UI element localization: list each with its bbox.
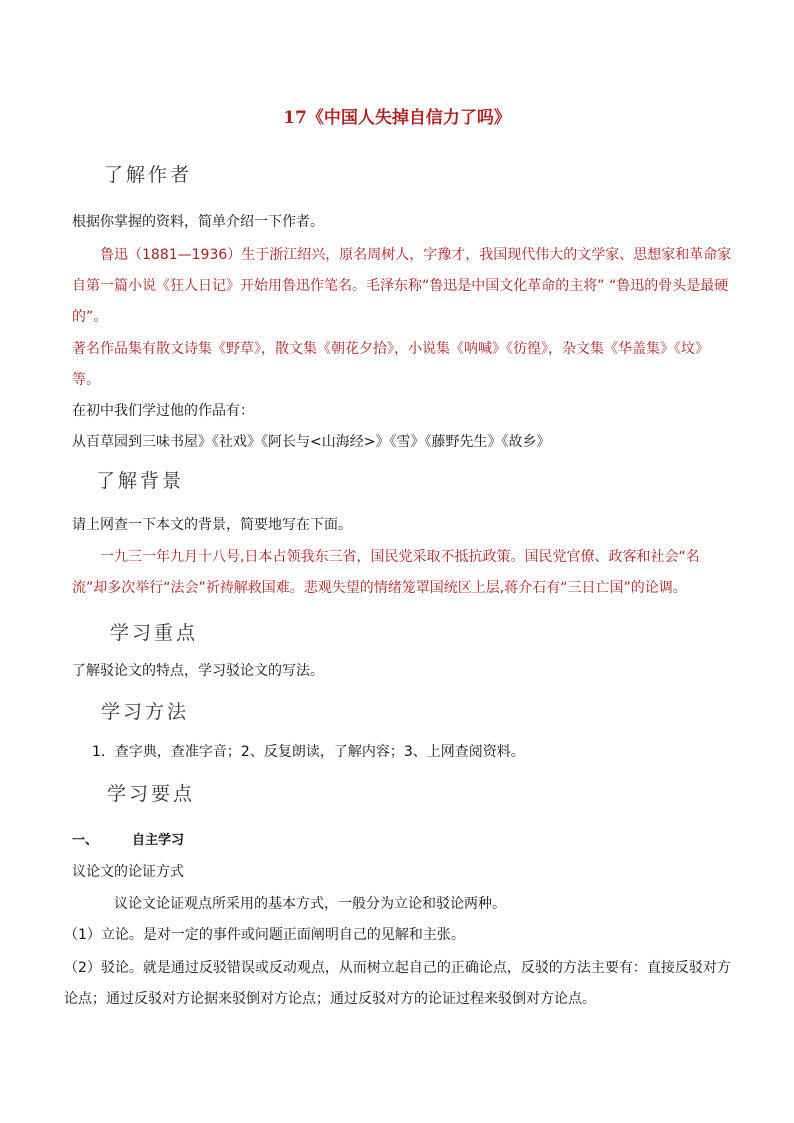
background-prompt: 请上网查一下本文的背景，简要地写在下面。 [72,517,352,533]
points-intro: 议论文论证观点所采用的基本方式，一般分为立论和驳论两种。 [114,896,506,912]
background-text: 一九三一年九月十八号,日本占领我东三省，国民党采取不抵抗政策。国民党官僚、政客和社会“名流”却多次举行“法会”祈祷解救国难。悲观失望的情绪笼罩国统区上层,蒋介石有“三日亡国”的论调。 [72,549,700,596]
points-item-1: （1）立论。是对一定的事件或问题正面阐明自己的见解和主张。 [64,927,465,943]
section-label: 自主学习 [132,833,185,848]
heading-author: 了解作者 [104,164,193,186]
focus-text: 了解驳论文的特点，学习驳论文的写法。 [72,663,324,679]
heading-method: 学习方法 [101,701,190,723]
learned-works: 从百草园到三味书屋》《社戏》《阿长与<山海经>》《雪》《藤野先生》《故乡》 [72,434,551,450]
document-title: 17《中国人失掉自信力了吗》 [283,108,511,128]
section-self-study [72,825,732,856]
author-works: 著名作品集有散文诗集《野草》，散文集《朝花夕拾》，小说集《呐喊》《彷徨》，杂文集《华盖集》《坟》等。 [72,341,709,388]
method-text: 1．查字典，查准字音；2、反复朗读，了解内容；3、上网查阅资料。 [92,744,525,760]
author-prompt: 根据你掌握的资料，简单介绍一下作者。 [72,214,324,230]
points-item-2: （2）驳论。就是通过反驳错误或反动观点，从而树立起自己的正确论点，反驳的方法主要有：直接反驳对方论点；通过反驳对方论据来驳倒对方论点；通过反驳对方的论证过程来驳倒对方论点。 [64,960,731,1007]
author-bio: 鲁迅（1881—1936）生于浙江绍兴，原名周树人，字豫才，我国现代伟大的文学家、思想家和革命家自第一篇小说《狂人日记》开始用鲁迅作笔名。毛泽东称“鲁迅是中国文化革命的主将” “鲁迅的骨头是最硬的”。 [72,247,732,325]
heading-points: 学习要点 [107,783,196,805]
heading-background: 了解背景 [96,470,185,492]
section-number: 一、 [72,833,99,848]
learned-label: 在初中我们学过他的作品有： [72,403,254,419]
heading-focus: 学习重点 [110,622,199,644]
points-subtitle: 议论文的论证方式 [72,864,184,880]
